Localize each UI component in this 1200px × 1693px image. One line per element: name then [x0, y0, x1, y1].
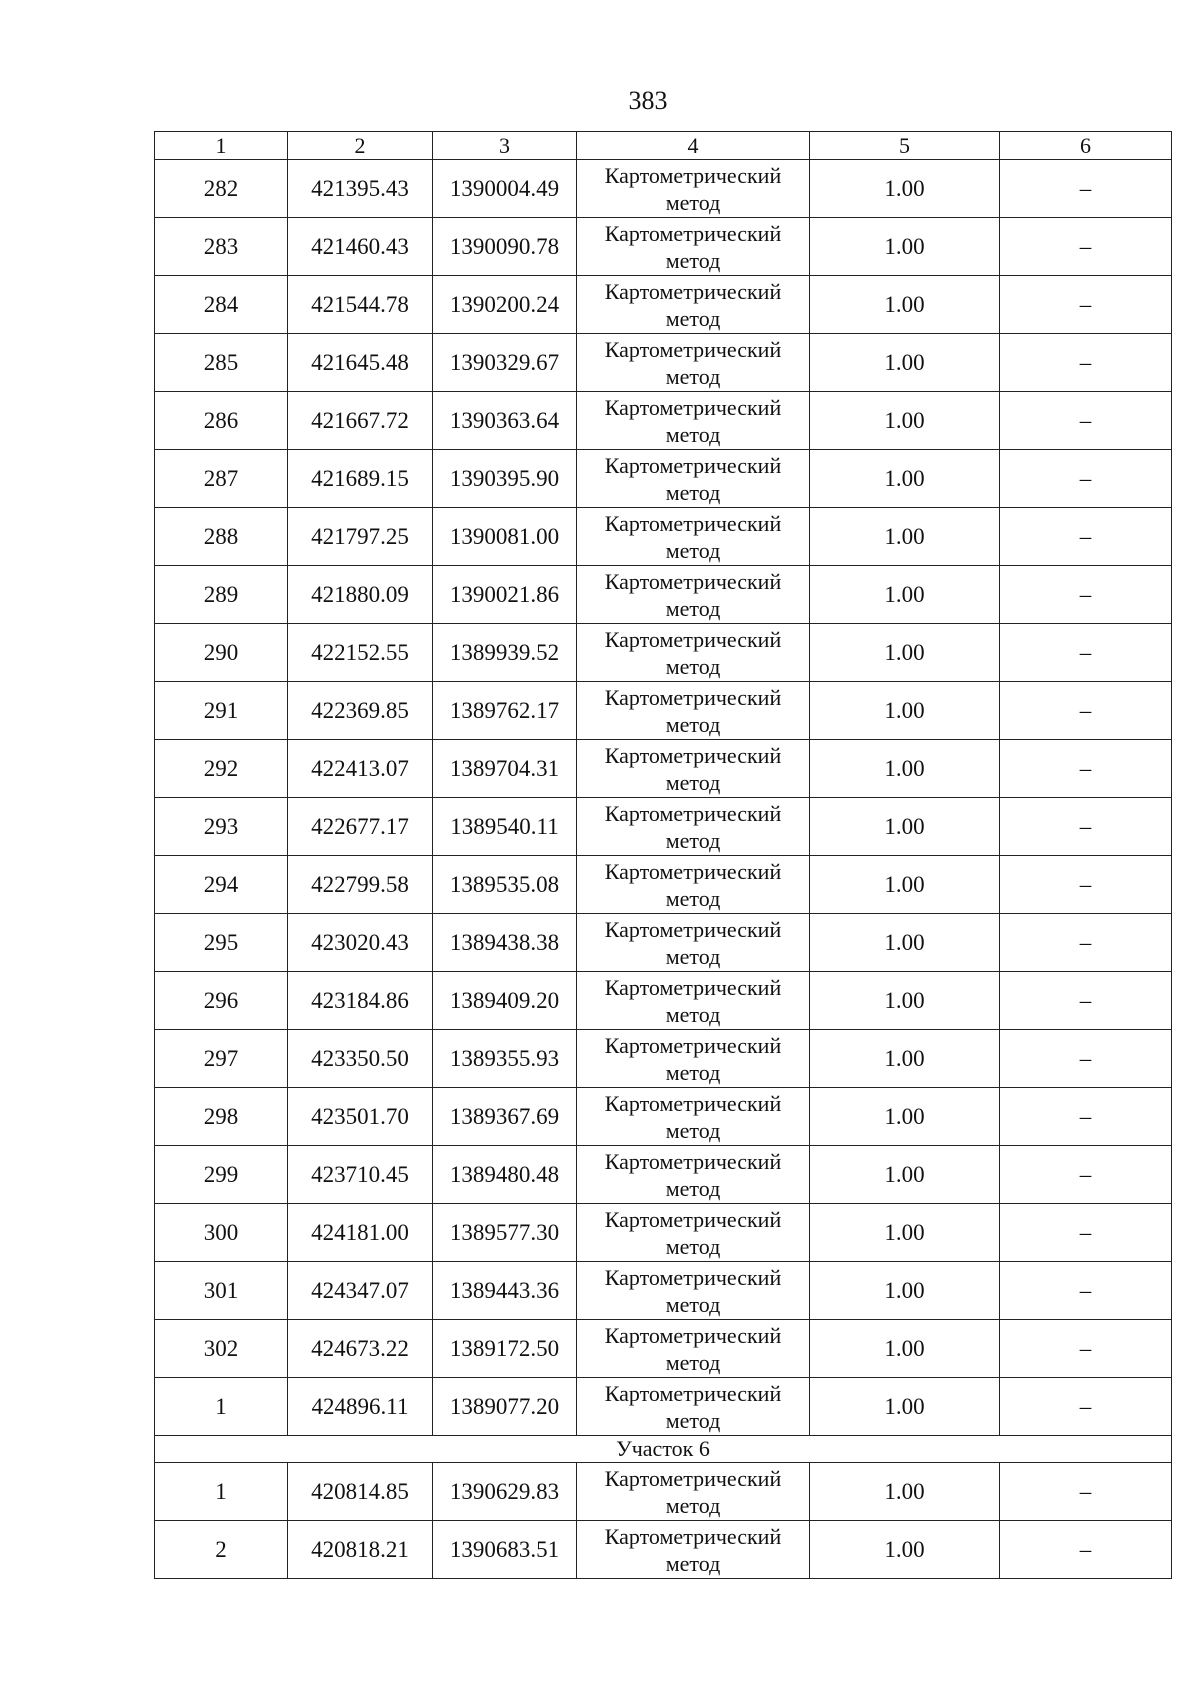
x-coordinate-cell: 422413.07 [288, 740, 433, 798]
method-cell [577, 276, 810, 334]
table-row [155, 624, 1172, 682]
accuracy-cell: 1.00 [810, 856, 1000, 914]
point-number-cell: 284 [155, 276, 288, 334]
table-row [155, 972, 1172, 1030]
accuracy-cell: 1.00 [810, 1262, 1000, 1320]
note-cell: – [1000, 160, 1172, 218]
note-cell: – [1000, 1320, 1172, 1378]
note-cell: – [1000, 856, 1172, 914]
coordinates-table [154, 131, 1172, 1579]
note-cell: – [1000, 1521, 1172, 1579]
note-cell: – [1000, 1378, 1172, 1436]
table-row [155, 1320, 1172, 1378]
accuracy-cell: 1.00 [810, 566, 1000, 624]
table-row [155, 1378, 1172, 1436]
method-cell [577, 392, 810, 450]
y-coordinate-cell: 1390363.64 [433, 392, 577, 450]
method-line-1: Картометрический [604, 626, 782, 652]
note-cell: – [1000, 276, 1172, 334]
point-number-cell: 302 [155, 1320, 288, 1378]
x-coordinate-cell: 422152.55 [288, 624, 433, 682]
accuracy-cell: 1.00 [810, 798, 1000, 856]
note-cell: – [1000, 392, 1172, 450]
table-row [155, 1262, 1172, 1320]
accuracy-cell: 1.00 [810, 972, 1000, 1030]
table-row [155, 450, 1172, 508]
x-coordinate-cell: 421797.25 [288, 508, 433, 566]
x-coordinate-cell: 423501.70 [288, 1088, 433, 1146]
x-coordinate-cell: 421689.15 [288, 450, 433, 508]
note-cell: – [1000, 1146, 1172, 1204]
y-coordinate-cell: 1389540.11 [433, 798, 577, 856]
y-coordinate-cell: 1389704.31 [433, 740, 577, 798]
method-line-1: Картометрический [604, 684, 782, 710]
method-line-1: Картометрический [604, 974, 782, 1000]
accuracy-cell: 1.00 [810, 740, 1000, 798]
note-cell: – [1000, 1262, 1172, 1320]
table-row [155, 798, 1172, 856]
x-coordinate-cell: 421544.78 [288, 276, 433, 334]
x-coordinate-cell: 424896.11 [288, 1378, 433, 1436]
note-cell: – [1000, 1030, 1172, 1088]
method-cell [577, 566, 810, 624]
point-number-cell: 296 [155, 972, 288, 1030]
y-coordinate-cell: 1389409.20 [433, 972, 577, 1030]
method-line-2: метод [665, 827, 721, 853]
y-coordinate-cell: 1389762.17 [433, 682, 577, 740]
x-coordinate-cell: 420818.21 [288, 1521, 433, 1579]
note-cell: – [1000, 624, 1172, 682]
accuracy-cell: 1.00 [810, 1521, 1000, 1579]
method-line-2: метод [665, 1407, 721, 1433]
accuracy-cell: 1.00 [810, 1204, 1000, 1262]
note-cell: – [1000, 1204, 1172, 1262]
accuracy-cell: 1.00 [810, 508, 1000, 566]
method-cell [577, 914, 810, 972]
table-row [155, 1521, 1172, 1579]
method-line-1: Картометрический [604, 394, 782, 420]
method-line-2: метод [665, 479, 721, 505]
point-number-cell: 291 [155, 682, 288, 740]
x-coordinate-cell: 421395.43 [288, 160, 433, 218]
accuracy-cell: 1.00 [810, 450, 1000, 508]
point-number-cell: 286 [155, 392, 288, 450]
header-row [155, 132, 1172, 160]
note-cell: – [1000, 218, 1172, 276]
method-line-2: метод [665, 595, 721, 621]
note-cell: – [1000, 972, 1172, 1030]
y-coordinate-cell: 1389443.36 [433, 1262, 577, 1320]
table-row [155, 276, 1172, 334]
method-line-2: метод [665, 1550, 721, 1576]
point-number-cell: 300 [155, 1204, 288, 1262]
method-cell [577, 508, 810, 566]
x-coordinate-cell: 422799.58 [288, 856, 433, 914]
x-coordinate-cell: 424673.22 [288, 1320, 433, 1378]
accuracy-cell: 1.00 [810, 276, 1000, 334]
point-number-cell: 2 [155, 1521, 288, 1579]
table-row [155, 914, 1172, 972]
method-cell [577, 1320, 810, 1378]
method-line-1: Картометрический [604, 220, 782, 246]
method-line-1: Картометрический [604, 1523, 782, 1549]
note-cell: – [1000, 914, 1172, 972]
x-coordinate-cell: 422369.85 [288, 682, 433, 740]
table-row [155, 1088, 1172, 1146]
column-header: 6 [1000, 132, 1172, 160]
section-title: Участок 6 [155, 1436, 1172, 1463]
method-line-1: Картометрический [604, 1465, 782, 1491]
method-line-1: Картометрический [604, 800, 782, 826]
x-coordinate-cell: 421880.09 [288, 566, 433, 624]
method-line-2: метод [665, 1349, 721, 1375]
note-cell: – [1000, 1463, 1172, 1521]
table-row [155, 1146, 1172, 1204]
method-cell [577, 682, 810, 740]
point-number-cell: 283 [155, 218, 288, 276]
method-line-2: метод [665, 1059, 721, 1085]
y-coordinate-cell: 1389939.52 [433, 624, 577, 682]
method-line-1: Картометрический [604, 162, 782, 188]
y-coordinate-cell: 1390021.86 [433, 566, 577, 624]
x-coordinate-cell: 423350.50 [288, 1030, 433, 1088]
method-line-1: Картометрический [604, 1090, 782, 1116]
y-coordinate-cell: 1389367.69 [433, 1088, 577, 1146]
column-header: 2 [288, 132, 433, 160]
method-line-2: метод [665, 1492, 721, 1518]
x-coordinate-cell: 420814.85 [288, 1463, 433, 1521]
accuracy-cell: 1.00 [810, 1146, 1000, 1204]
note-cell: – [1000, 798, 1172, 856]
point-number-cell: 292 [155, 740, 288, 798]
x-coordinate-cell: 424181.00 [288, 1204, 433, 1262]
method-line-1: Картометрический [604, 510, 782, 536]
accuracy-cell: 1.00 [810, 1030, 1000, 1088]
method-line-2: метод [665, 1291, 721, 1317]
page-number: 383 [628, 86, 668, 115]
note-cell: – [1000, 450, 1172, 508]
method-line-1: Картометрический [604, 1380, 782, 1406]
point-number-cell: 287 [155, 450, 288, 508]
point-number-cell: 1 [155, 1463, 288, 1521]
method-line-1: Картометрический [604, 1264, 782, 1290]
column-header: 1 [155, 132, 288, 160]
note-cell: – [1000, 740, 1172, 798]
note-cell: – [1000, 566, 1172, 624]
method-cell [577, 1378, 810, 1436]
method-cell [577, 856, 810, 914]
method-cell [577, 1463, 810, 1521]
method-line-2: метод [665, 943, 721, 969]
y-coordinate-cell: 1390629.83 [433, 1463, 577, 1521]
y-coordinate-cell: 1390395.90 [433, 450, 577, 508]
method-line-2: метод [665, 421, 721, 447]
point-number-cell: 299 [155, 1146, 288, 1204]
method-line-2: метод [665, 1117, 721, 1143]
method-cell [577, 798, 810, 856]
method-cell [577, 740, 810, 798]
accuracy-cell: 1.00 [810, 1088, 1000, 1146]
y-coordinate-cell: 1389355.93 [433, 1030, 577, 1088]
method-line-1: Картометрический [604, 568, 782, 594]
point-number-cell: 301 [155, 1262, 288, 1320]
method-line-2: метод [665, 1001, 721, 1027]
y-coordinate-cell: 1390004.49 [433, 160, 577, 218]
table-row [155, 740, 1172, 798]
accuracy-cell: 1.00 [810, 160, 1000, 218]
point-number-cell: 290 [155, 624, 288, 682]
method-cell [577, 1146, 810, 1204]
y-coordinate-cell: 1389535.08 [433, 856, 577, 914]
method-line-2: метод [665, 711, 721, 737]
section-row [155, 1436, 1172, 1463]
table-row [155, 334, 1172, 392]
method-line-1: Картометрический [604, 858, 782, 884]
table-row [155, 1204, 1172, 1262]
method-line-2: метод [665, 305, 721, 331]
method-line-1: Картометрический [604, 742, 782, 768]
method-cell [577, 218, 810, 276]
point-number-cell: 288 [155, 508, 288, 566]
x-coordinate-cell: 423710.45 [288, 1146, 433, 1204]
accuracy-cell: 1.00 [810, 218, 1000, 276]
y-coordinate-cell: 1390081.00 [433, 508, 577, 566]
method-cell [577, 334, 810, 392]
y-coordinate-cell: 1389577.30 [433, 1204, 577, 1262]
method-line-2: метод [665, 1175, 721, 1201]
method-line-2: метод [665, 769, 721, 795]
point-number-cell: 294 [155, 856, 288, 914]
note-cell: – [1000, 334, 1172, 392]
accuracy-cell: 1.00 [810, 1378, 1000, 1436]
table-row [155, 508, 1172, 566]
table-row [155, 1030, 1172, 1088]
method-cell [577, 1204, 810, 1262]
method-cell [577, 624, 810, 682]
note-cell: – [1000, 1088, 1172, 1146]
method-line-2: метод [665, 1233, 721, 1259]
point-number-cell: 293 [155, 798, 288, 856]
method-line-2: метод [665, 537, 721, 563]
y-coordinate-cell: 1390200.24 [433, 276, 577, 334]
method-line-1: Картометрический [604, 1322, 782, 1348]
method-cell [577, 160, 810, 218]
y-coordinate-cell: 1389480.48 [433, 1146, 577, 1204]
method-cell [577, 972, 810, 1030]
accuracy-cell: 1.00 [810, 1320, 1000, 1378]
x-coordinate-cell: 422677.17 [288, 798, 433, 856]
method-line-1: Картометрический [604, 1206, 782, 1232]
column-header: 4 [577, 132, 810, 160]
method-line-1: Картометрический [604, 916, 782, 942]
point-number-cell: 295 [155, 914, 288, 972]
y-coordinate-cell: 1389172.50 [433, 1320, 577, 1378]
method-line-2: метод [665, 653, 721, 679]
method-cell [577, 1030, 810, 1088]
point-number-cell: 289 [155, 566, 288, 624]
column-header: 3 [433, 132, 577, 160]
x-coordinate-cell: 421645.48 [288, 334, 433, 392]
table-row [155, 392, 1172, 450]
note-cell: – [1000, 508, 1172, 566]
point-number-cell: 297 [155, 1030, 288, 1088]
table-row [155, 1463, 1172, 1521]
point-number-cell: 282 [155, 160, 288, 218]
y-coordinate-cell: 1390683.51 [433, 1521, 577, 1579]
y-coordinate-cell: 1390090.78 [433, 218, 577, 276]
method-cell [577, 1262, 810, 1320]
y-coordinate-cell: 1389077.20 [433, 1378, 577, 1436]
accuracy-cell: 1.00 [810, 624, 1000, 682]
y-coordinate-cell: 1390329.67 [433, 334, 577, 392]
x-coordinate-cell: 421460.43 [288, 218, 433, 276]
column-header: 5 [810, 132, 1000, 160]
method-line-1: Картометрический [604, 336, 782, 362]
accuracy-cell: 1.00 [810, 1463, 1000, 1521]
method-line-1: Картометрический [604, 452, 782, 478]
accuracy-cell: 1.00 [810, 334, 1000, 392]
accuracy-cell: 1.00 [810, 392, 1000, 450]
x-coordinate-cell: 423020.43 [288, 914, 433, 972]
method-line-2: метод [665, 189, 721, 215]
table-row [155, 566, 1172, 624]
method-cell [577, 1088, 810, 1146]
table-row [155, 218, 1172, 276]
method-line-2: метод [665, 363, 721, 389]
method-cell [577, 450, 810, 508]
x-coordinate-cell: 423184.86 [288, 972, 433, 1030]
table-body [155, 132, 1172, 1579]
table-row [155, 856, 1172, 914]
x-coordinate-cell: 424347.07 [288, 1262, 433, 1320]
table-row [155, 160, 1172, 218]
point-number-cell: 298 [155, 1088, 288, 1146]
note-cell: – [1000, 682, 1172, 740]
accuracy-cell: 1.00 [810, 914, 1000, 972]
x-coordinate-cell: 421667.72 [288, 392, 433, 450]
point-number-cell: 285 [155, 334, 288, 392]
method-cell [577, 1521, 810, 1579]
method-line-1: Картометрический [604, 1032, 782, 1058]
point-number-cell: 1 [155, 1378, 288, 1436]
method-line-1: Картометрический [604, 278, 782, 304]
y-coordinate-cell: 1389438.38 [433, 914, 577, 972]
table-row [155, 682, 1172, 740]
method-line-1: Картометрический [604, 1148, 782, 1174]
method-line-2: метод [665, 885, 721, 911]
accuracy-cell: 1.00 [810, 682, 1000, 740]
method-line-2: метод [665, 247, 721, 273]
